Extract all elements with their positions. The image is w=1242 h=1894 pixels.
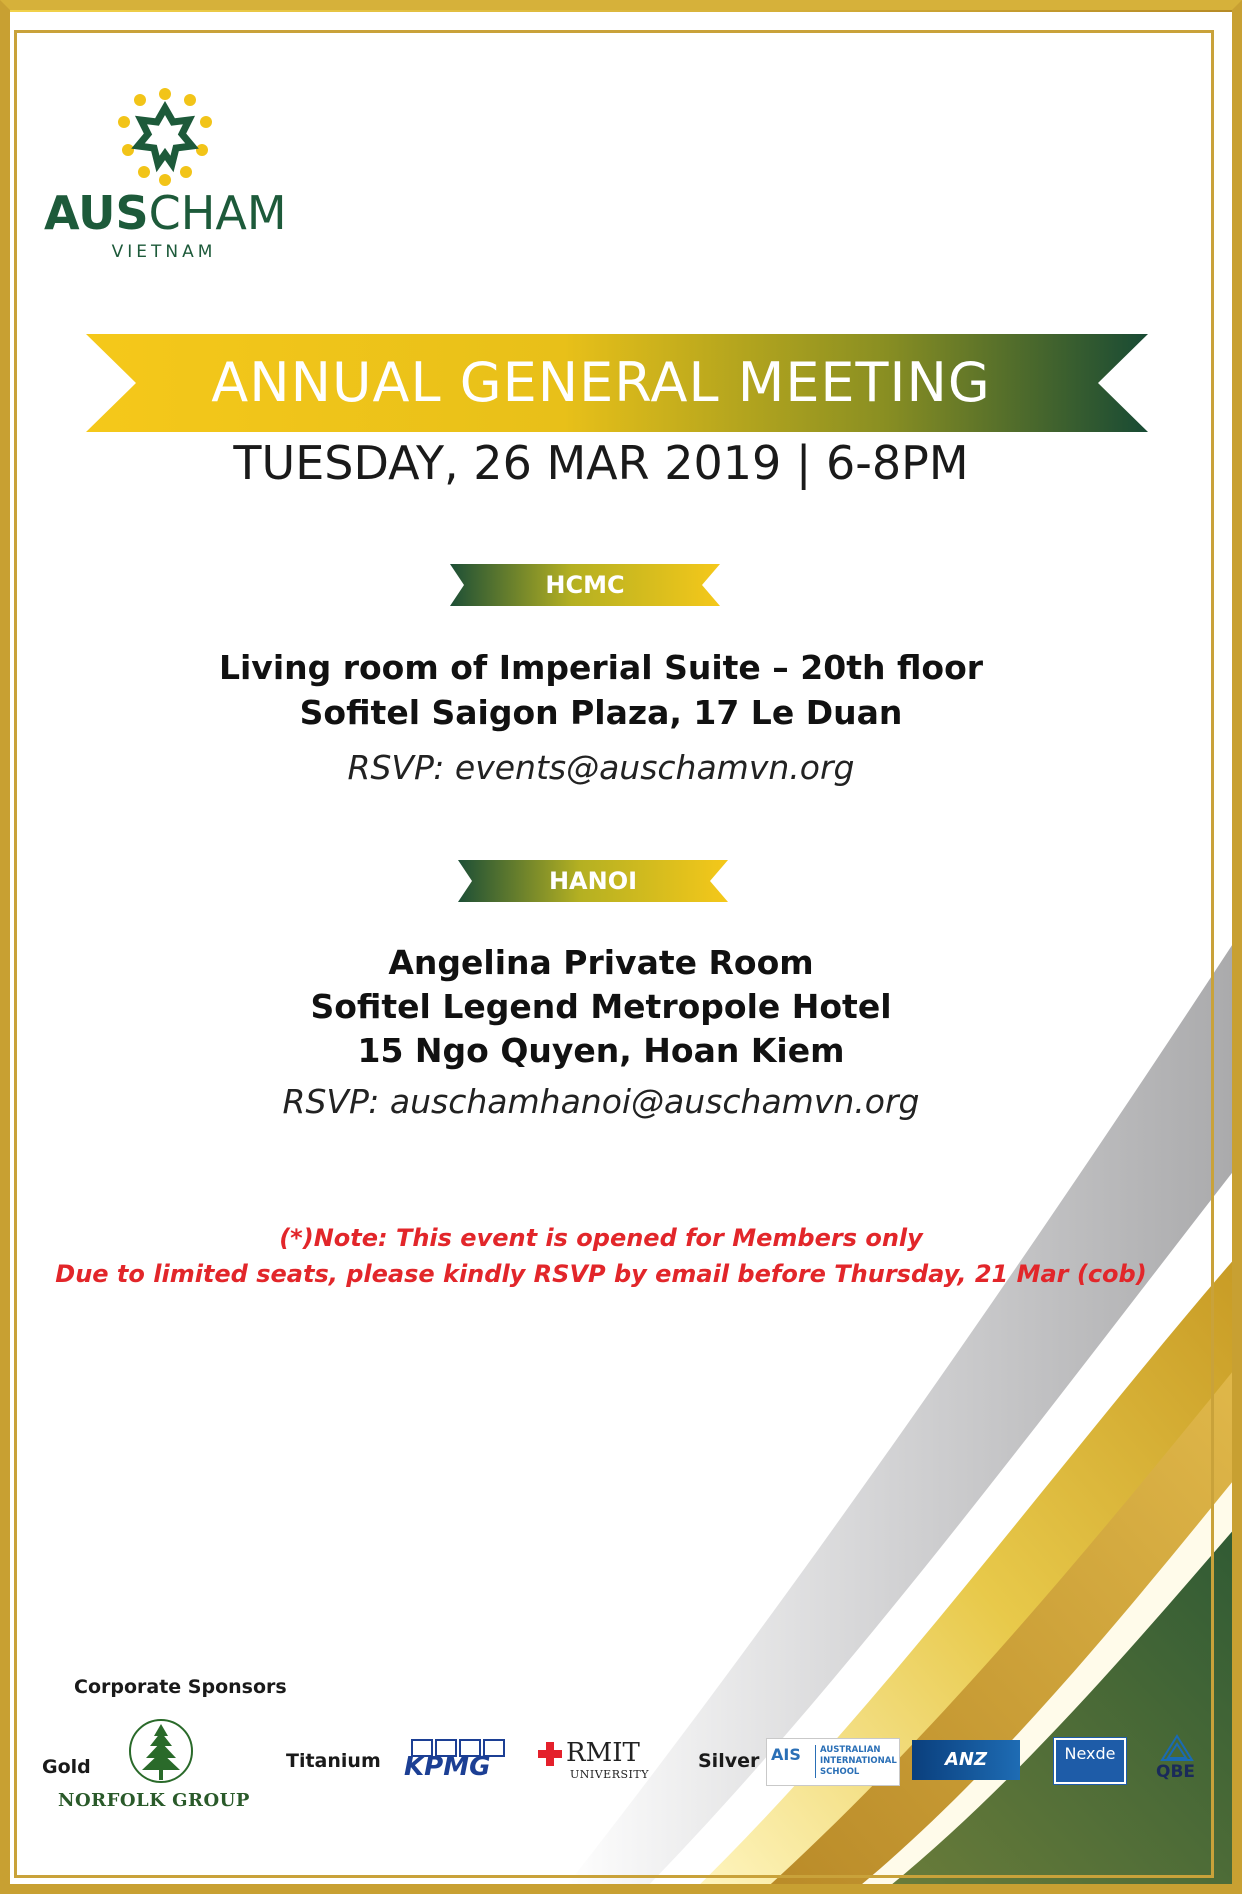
hanoi-venue-line3: 15 Ngo Quyen, Hoan Kiem [357,1031,845,1070]
sponsors-heading: Corporate Sponsors [74,1676,287,1698]
rmit-university-text: UNIVERSITY [570,1768,649,1781]
norfolk-tree-icon [128,1718,194,1784]
logo-subtitle: VIETNAM [111,242,217,262]
hcmc-venue-line2: Sofitel Saigon Plaza, 17 Le Duan [299,693,903,732]
ais-logo [766,1738,900,1786]
logo-wordmark [44,186,287,240]
kpmg-logo: KPMG [404,1752,491,1782]
tag-hcmc [450,564,720,606]
ais-mark: AIS [771,1745,801,1764]
rmit-logo: RMIT [566,1738,640,1768]
tag-hanoi [458,860,728,902]
wattle-star-icon [110,86,220,186]
event-title: ANNUAL GENERAL MEETING [211,351,991,414]
anz-logo [912,1740,1020,1780]
nexde-text: Nexde [1064,1744,1116,1763]
event-date: TUESDAY, 26 MAR 2019 | 6-8PM [233,436,969,490]
tier-titanium-label: Titanium [286,1750,381,1772]
tag-hanoi-label: HANOI [548,867,638,895]
hcmc-venue-line1: Living room of Imperial Suite – 20th floor [218,648,984,687]
rsvp-deadline-note: Due to limited seats, please kindly RSVP by email before Thursday, 21 Mar (cob) [55,1260,1147,1288]
qbe-logo: QBE [1156,1762,1196,1782]
hcmc-rsvp: RSVP: events@auschamvn.org [347,748,855,787]
logo-wordmark-light: CHAM [148,186,287,240]
hanoi-rsvp: RSVP: auschamhanoi@auschamvn.org [282,1082,920,1121]
norfolk-group-logo: NORFOLK GROUP [58,1790,250,1811]
tier-gold-label: Gold [42,1756,91,1778]
qbe-emblem-icon [1160,1734,1194,1762]
hanoi-venue-line2: Sofitel Legend Metropole Hotel [310,987,892,1026]
tag-hcmc-label: HCMC [545,571,625,599]
members-note: (*)Note: This event is opened for Members only [279,1224,923,1252]
nexde-logo [1054,1738,1126,1784]
rmit-pixel-icon [538,1742,564,1768]
ais-school-name: AUSTRALIAN INTERNATIONAL SCHOOL [815,1745,904,1778]
tier-silver-label: Silver [698,1750,760,1772]
hanoi-venue-line1: Angelina Private Room [388,943,814,982]
anz-text: ANZ [944,1749,988,1770]
logo-wordmark-bold: AUS [44,186,149,240]
auscham-logo [44,86,287,266]
